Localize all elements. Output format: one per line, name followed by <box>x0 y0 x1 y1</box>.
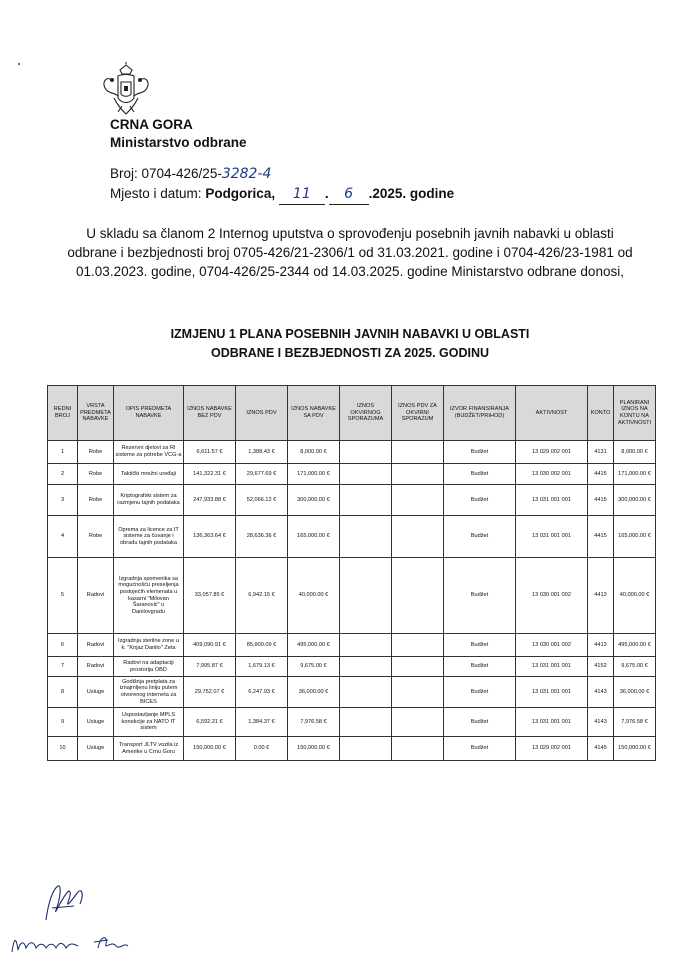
funding-source-cell: Budžet <box>444 634 516 657</box>
framework-agreement-vat-cell <box>392 657 444 677</box>
procurement-type-cell: Radovi <box>78 657 114 677</box>
planned-amount-cell: 9,675.00 € <box>614 657 656 677</box>
column-header: IZNOS NABAVKE BEZ PDV <box>184 386 236 441</box>
framework-agreement-vat-cell <box>392 708 444 737</box>
reference-block <box>110 164 454 205</box>
framework-agreement-amount-cell <box>340 677 392 708</box>
procurement-type-cell: Radovi <box>78 634 114 657</box>
funding-source-cell: Budžet <box>444 464 516 485</box>
planned-amount-cell: 150,000.00 € <box>614 737 656 761</box>
reference-number-line <box>110 164 454 184</box>
column-header: IZVOR FINANSIRANJA (BUDŽET/PRIHOD) <box>444 386 516 441</box>
account-code-cell: 4143 <box>588 708 614 737</box>
row-number-cell: 6 <box>48 634 78 657</box>
planned-amount-cell: 36,000.00 € <box>614 677 656 708</box>
montenegro-coat-of-arms-icon <box>100 62 152 118</box>
procurement-description-cell: Transport JLTV vozila iz Amerike u Crnu Goru <box>114 737 184 761</box>
funding-source-cell: Budžet <box>444 657 516 677</box>
amount-with-vat-cell: 9,675.00 € <box>288 657 340 677</box>
funding-source-cell: Budžet <box>444 708 516 737</box>
place-date-line: Mjesto i datum: Podgorica, 11 . 6 .2025. godine <box>110 184 454 205</box>
account-code-cell: 4415 <box>588 516 614 558</box>
table-row <box>48 441 656 464</box>
row-number-cell: 1 <box>48 441 78 464</box>
amount-without-vat-cell: 409,090.91 € <box>184 634 236 657</box>
procurement-type-cell: Robe <box>78 464 114 485</box>
amount-with-vat-cell: 300,000.00 € <box>288 485 340 516</box>
funding-source-cell: Budžet <box>444 677 516 708</box>
procurement-description-cell: Rezervni djelovi za RI sisteme za potrebe VCG-a <box>114 441 184 464</box>
amount-without-vat-cell: 6,592.21 € <box>184 708 236 737</box>
column-header: IZNOS PDV ZA OKVIRNI SPORAZUM <box>392 386 444 441</box>
amount-with-vat-cell: 165,000.00 € <box>288 516 340 558</box>
date-year: .2025. godine <box>368 186 455 201</box>
procurement-type-cell: Usluge <box>78 737 114 761</box>
reference-number-handwritten: 3282-4 <box>221 166 272 182</box>
procurement-description-cell: Kriptografski sistem za razmjenu tajnih podataka <box>114 485 184 516</box>
framework-agreement-amount-cell <box>340 737 392 761</box>
column-header: REDNI BROJ <box>48 386 78 441</box>
row-number-cell: 9 <box>48 708 78 737</box>
row-number-cell: 4 <box>48 516 78 558</box>
activity-code-cell: 13 029 002 001 <box>516 441 588 464</box>
activity-code-cell: 13 030 001 002 <box>516 634 588 657</box>
table-row <box>48 634 656 657</box>
document-title <box>120 325 580 363</box>
account-code-cell: 4152 <box>588 657 614 677</box>
column-header: PLANIRANI IZNOS NA KONTU NA AKTIVNOSTI <box>614 386 656 441</box>
framework-agreement-amount-cell <box>340 708 392 737</box>
date-month-handwritten: 6 <box>344 186 354 202</box>
planned-amount-cell: 40,000.00 € <box>614 558 656 634</box>
funding-source-cell: Budžet <box>444 558 516 634</box>
procurement-description-cell: Uspostavljanje MPLS konekcije za NATO IT sistem <box>114 708 184 737</box>
activity-code-cell: 13 030 002 001 <box>516 464 588 485</box>
amount-with-vat-cell: 150,000.00 € <box>288 737 340 761</box>
table-row <box>48 558 656 634</box>
row-number-cell: 7 <box>48 657 78 677</box>
procurement-type-cell: Usluge <box>78 708 114 737</box>
planned-amount-cell: 8,000.00 € <box>614 441 656 464</box>
funding-source-cell: Budžet <box>444 441 516 464</box>
issuer-header <box>110 116 247 152</box>
funding-source-cell: Budžet <box>444 516 516 558</box>
activity-code-cell: 13 031 001 001 <box>516 516 588 558</box>
account-code-cell: 4131 <box>588 441 614 464</box>
amount-without-vat-cell: 136,363.64 € <box>184 516 236 558</box>
vat-amount-cell: 6,247.93 € <box>236 677 288 708</box>
amount-without-vat-cell: 29,752.07 € <box>184 677 236 708</box>
planned-amount-cell: 495,000.00 € <box>614 634 656 657</box>
procurement-description-cell: Izgradnja sterilne zone u k. "Knjaz Danilo" Zeta <box>114 634 184 657</box>
framework-agreement-vat-cell <box>392 677 444 708</box>
amount-with-vat-cell: 171,000.00 € <box>288 464 340 485</box>
amount-with-vat-cell: 36,000.00 € <box>288 677 340 708</box>
vat-amount-cell: 6,942.15 € <box>236 558 288 634</box>
column-header: KONTO <box>588 386 614 441</box>
row-number-cell: 5 <box>48 558 78 634</box>
procurement-description-cell: Oprema za licence za IT sisteme za čuvanje i obradu tajnih podataka <box>114 516 184 558</box>
country-name: CRNA GORA <box>110 117 193 132</box>
table-row <box>48 677 656 708</box>
framework-agreement-vat-cell <box>392 558 444 634</box>
amount-without-vat-cell: 150,000.00 € <box>184 737 236 761</box>
table-header-row <box>48 386 656 441</box>
vat-amount-cell: 52,066.12 € <box>236 485 288 516</box>
activity-code-cell: 13 030 001 002 <box>516 558 588 634</box>
column-header: IZNOS PDV <box>236 386 288 441</box>
amount-without-vat-cell: 7,995.87 € <box>184 657 236 677</box>
planned-amount-cell: 7,976.58 € <box>614 708 656 737</box>
framework-agreement-amount-cell <box>340 516 392 558</box>
column-header: IZNOS NABAVKE SA PDV <box>288 386 340 441</box>
vat-amount-cell: 0.00 € <box>236 737 288 761</box>
vat-amount-cell: 1,384.37 € <box>236 708 288 737</box>
framework-agreement-vat-cell <box>392 634 444 657</box>
framework-agreement-amount-cell <box>340 657 392 677</box>
amount-with-vat-cell: 7,976.58 € <box>288 708 340 737</box>
vat-amount-cell: 1,388.43 € <box>236 441 288 464</box>
table-row <box>48 657 656 677</box>
framework-agreement-amount-cell <box>340 464 392 485</box>
funding-source-cell: Budžet <box>444 737 516 761</box>
activity-code-cell: 13 031 001 001 <box>516 708 588 737</box>
column-header: IZNOS OKVIRNOG SPORAZUMA <box>340 386 392 441</box>
amount-with-vat-cell: 495,000.00 € <box>288 634 340 657</box>
procurement-type-cell: Robe <box>78 485 114 516</box>
column-header: OPIS PREDMETA NABAVKE <box>114 386 184 441</box>
activity-code-cell: 13 029 002 001 <box>516 737 588 761</box>
preamble-paragraph: U skladu sa članom 2 Internog uputstva o sprovođenju posebnih javnih nabavki u oblasti odbrane i bezbjednosti broj 0705-426/21-2306/1 od 31.03.2021. godine i 0704-426/23-1981 od 01.03.2023. godine, 0704-426/25-2344 od 14.03.2025. godine Ministarstvo odbrane donosi, <box>67 226 633 279</box>
framework-agreement-amount-cell <box>340 485 392 516</box>
row-number-cell: 2 <box>48 464 78 485</box>
procurement-description-cell: Godišnja pretplata za iznajmljenu liniju putem otvorenog interneta za BICES <box>114 677 184 708</box>
procurement-plan-table <box>47 385 656 761</box>
vat-amount-cell: 1,679.13 € <box>236 657 288 677</box>
planned-amount-cell: 171,000.00 € <box>614 464 656 485</box>
reference-number-label: Broj: 0704-426/25- <box>110 166 222 181</box>
date-day-handwritten: 11 <box>292 186 311 202</box>
account-code-cell: 4415 <box>588 464 614 485</box>
table-body <box>48 441 656 761</box>
amount-without-vat-cell: 33,057.85 € <box>184 558 236 634</box>
table-row <box>48 485 656 516</box>
planned-amount-cell: 165,000.00 € <box>614 516 656 558</box>
ministry-name: Ministarstvo odbrane <box>110 135 247 150</box>
activity-code-cell: 13 031 001 001 <box>516 657 588 677</box>
table-row <box>48 737 656 761</box>
scan-speck <box>18 63 20 65</box>
procurement-type-cell: Robe <box>78 441 114 464</box>
framework-agreement-vat-cell <box>392 737 444 761</box>
signature <box>8 928 148 956</box>
procurement-description-cell: Taktički mrežni uređaji <box>114 464 184 485</box>
place-city: Podgorica, <box>205 186 276 201</box>
amount-without-vat-cell: 247,933.88 € <box>184 485 236 516</box>
amount-with-vat-cell: 40,000.00 € <box>288 558 340 634</box>
vat-amount-cell: 85,909.09 € <box>236 634 288 657</box>
procurement-type-cell: Usluge <box>78 677 114 708</box>
planned-amount-cell: 300,000.00 € <box>614 485 656 516</box>
procurement-description-cell: Izgradnja spomenika sa mogućnošću preseljenja postojećih elemenata u kasarni "Milovan Šaranović" u Danilovgradu <box>114 558 184 634</box>
place-date-label: Mjesto i datum: <box>110 186 202 201</box>
procurement-description-cell: Radovi na adaptaciji prostorija OBD <box>114 657 184 677</box>
row-number-cell: 8 <box>48 677 78 708</box>
row-number-cell: 3 <box>48 485 78 516</box>
framework-agreement-amount-cell <box>340 634 392 657</box>
framework-agreement-amount-cell <box>340 441 392 464</box>
activity-code-cell: 13 031 001 001 <box>516 677 588 708</box>
account-code-cell: 4413 <box>588 634 614 657</box>
funding-source-cell: Budžet <box>444 485 516 516</box>
procurement-type-cell: Radovi <box>78 558 114 634</box>
vat-amount-cell: 28,636.36 € <box>236 516 288 558</box>
table-row <box>48 464 656 485</box>
amount-without-vat-cell: 141,322.31 € <box>184 464 236 485</box>
framework-agreement-vat-cell <box>392 516 444 558</box>
document-title-line-1: IZMJENU 1 PLANA POSEBNIH JAVNIH NABAVKI U OBLASTI <box>170 327 530 341</box>
procurement-type-cell: Robe <box>78 516 114 558</box>
signature-initials <box>38 880 98 925</box>
account-code-cell: 4145 <box>588 737 614 761</box>
account-code-cell: 4413 <box>588 558 614 634</box>
column-header: AKTIVNOST <box>516 386 588 441</box>
row-number-cell: 10 <box>48 737 78 761</box>
amount-without-vat-cell: 6,611.57 € <box>184 441 236 464</box>
table-row <box>48 516 656 558</box>
account-code-cell: 4415 <box>588 485 614 516</box>
amount-with-vat-cell: 8,000.00 € <box>288 441 340 464</box>
vat-amount-cell: 29,677.69 € <box>236 464 288 485</box>
framework-agreement-vat-cell <box>392 485 444 516</box>
document-title-line-2: ODBRANE I BEZBJEDNOSTI ZA 2025. GODINU <box>210 346 490 360</box>
activity-code-cell: 13 031 001 001 <box>516 485 588 516</box>
framework-agreement-vat-cell <box>392 441 444 464</box>
table-row <box>48 708 656 737</box>
framework-agreement-vat-cell <box>392 464 444 485</box>
account-code-cell: 4143 <box>588 677 614 708</box>
column-header: VRSTA PREDMETA NABAVKE <box>78 386 114 441</box>
framework-agreement-amount-cell <box>340 558 392 634</box>
